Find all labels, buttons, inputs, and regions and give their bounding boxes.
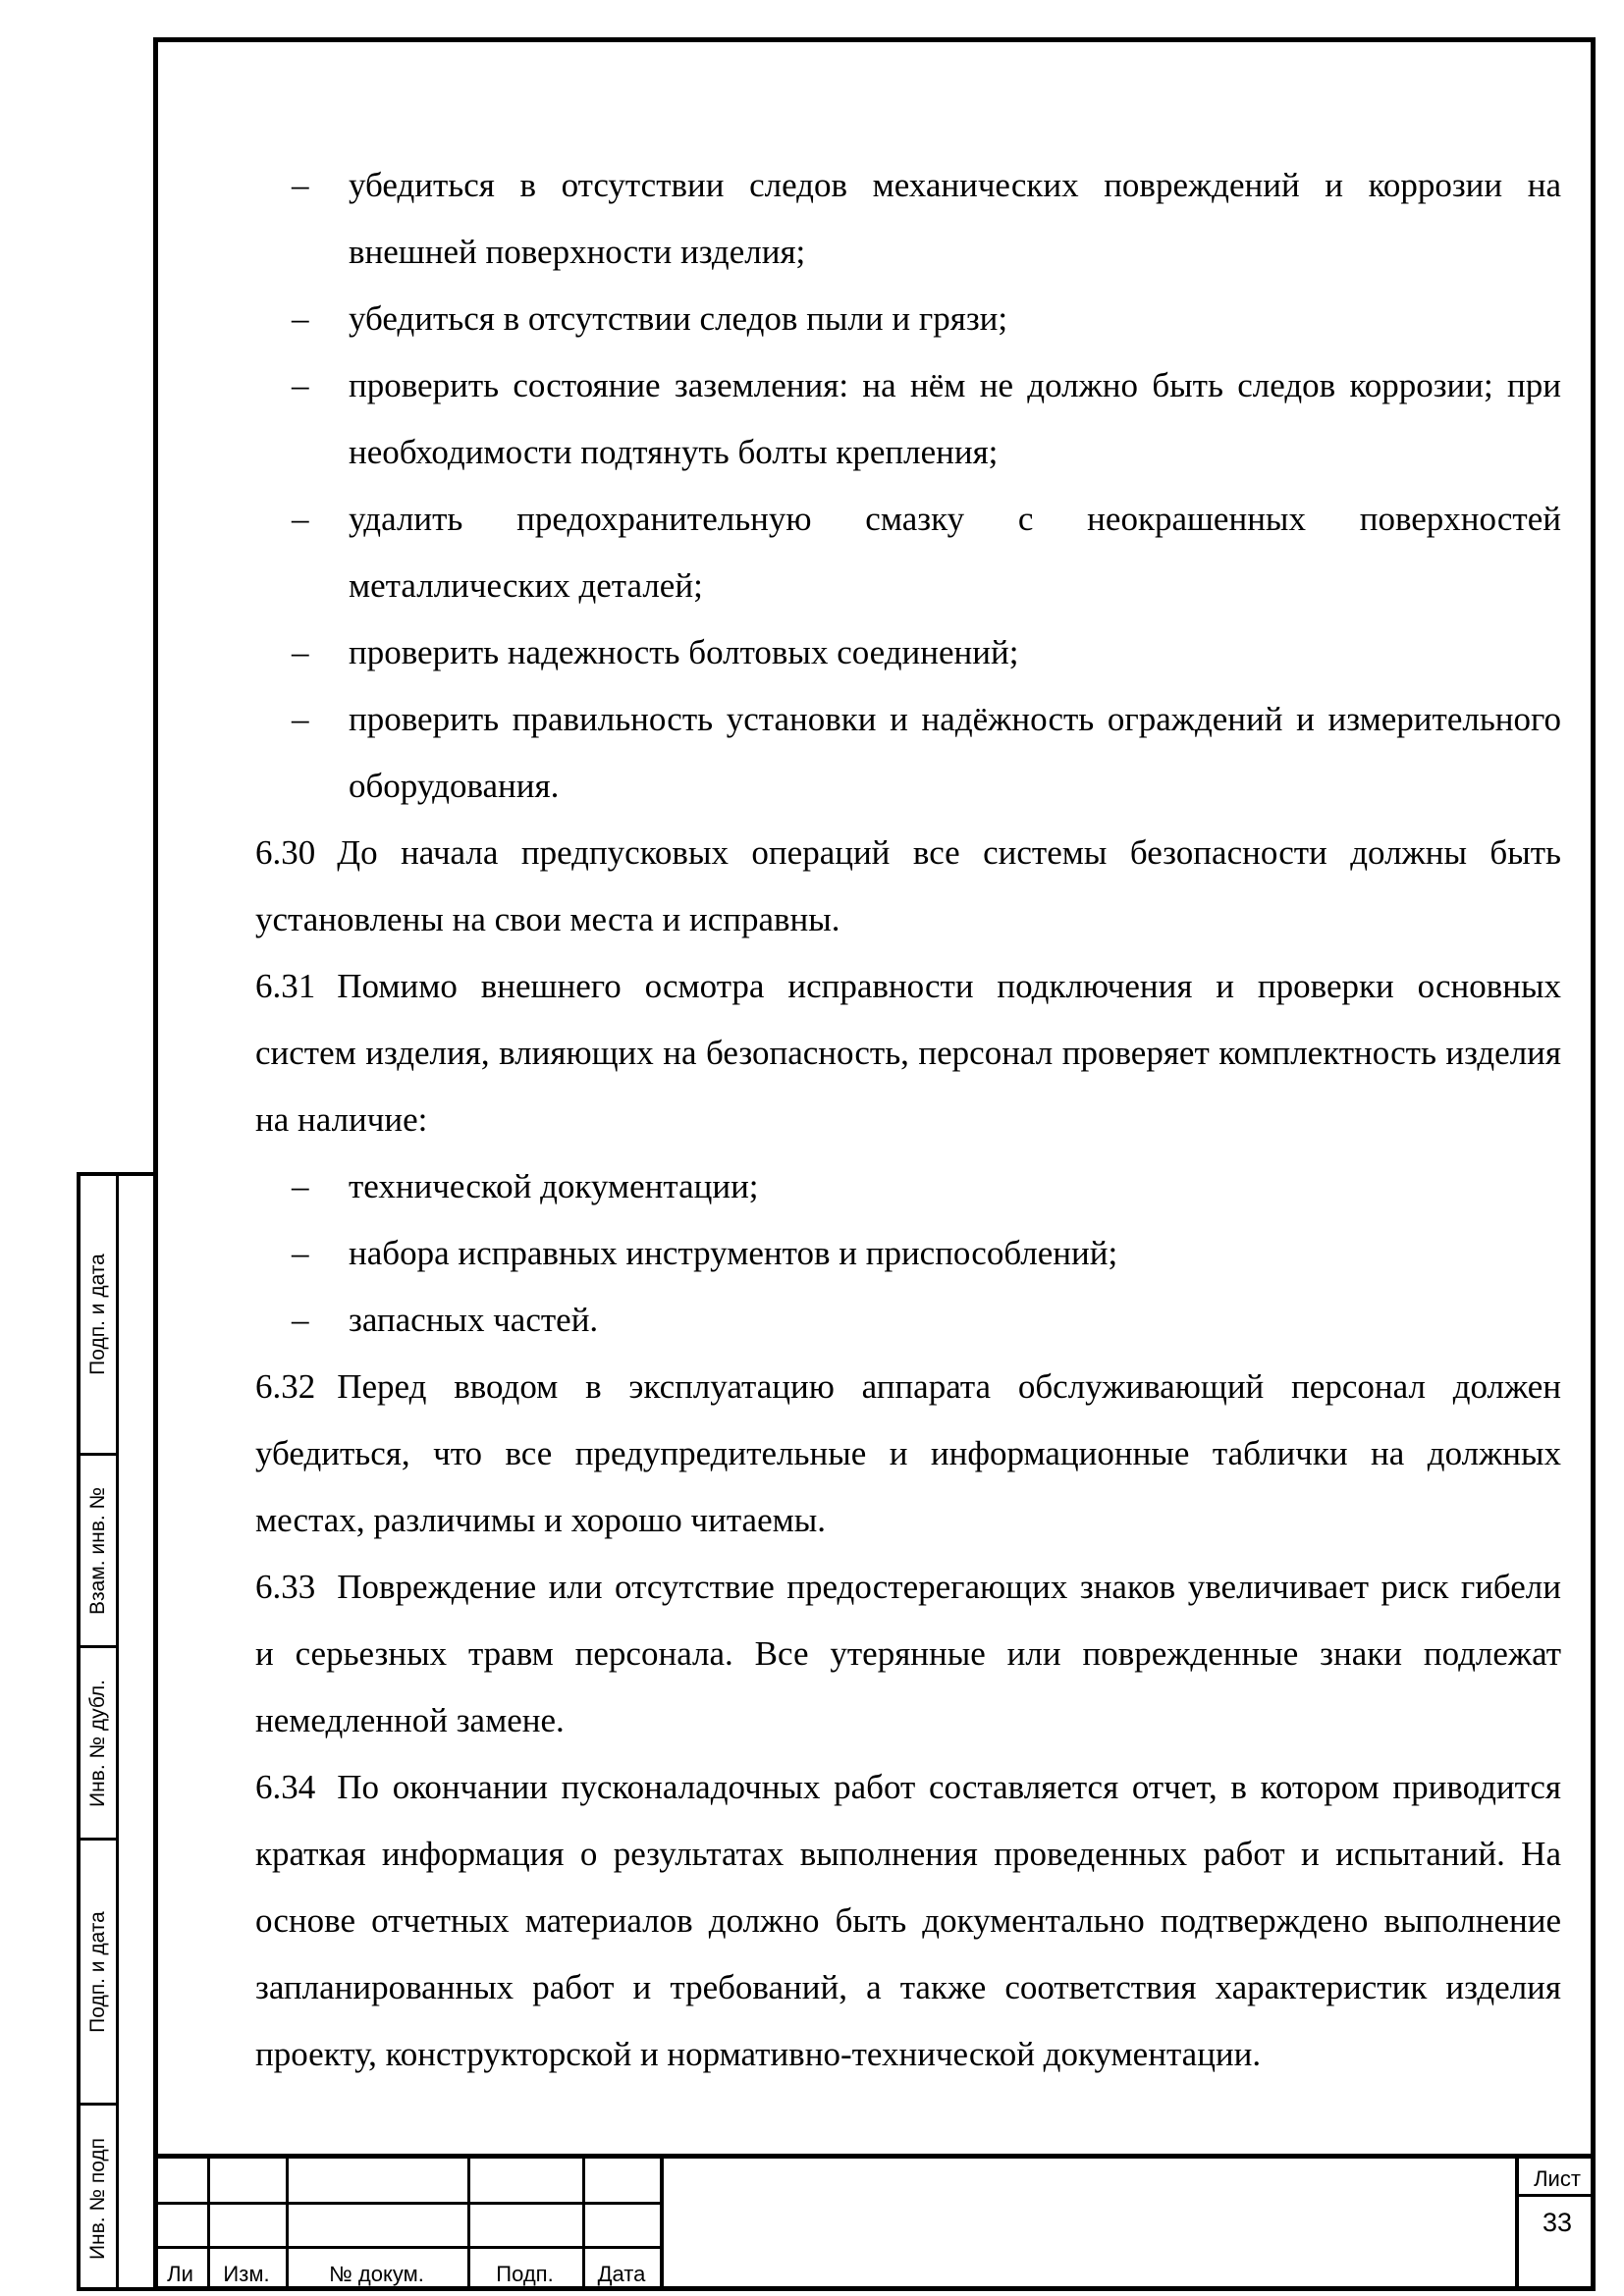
list-item-text: проверить правильность установки и надёжность ограждений и измерительного оборудования. xyxy=(349,700,1561,805)
side-stamp-strip xyxy=(77,1172,153,2291)
paragraph-text: По окончании пусконаладочных работ составляется отчет, в котором приводится краткая информация о результатах выполнения проведенных работ и испытаний. На основе отчетных материалов должно быть документально подтверждено выполнение запланированных работ и требований, а также соответствия характеристик изделия проекту, конструкторской и нормативно-технической документации. xyxy=(255,1768,1561,2073)
list-item-text: набора исправных инструментов и приспособлений; xyxy=(349,1234,1118,1272)
bullet-dash: – xyxy=(292,1234,309,1272)
bullet-dash: – xyxy=(292,633,309,671)
paragraph-number: 6.32 xyxy=(255,1367,316,1406)
list-item xyxy=(255,1153,1561,1220)
list-item xyxy=(255,486,1561,619)
side-cell-replacement-inventory xyxy=(81,1456,116,1648)
col-label-change: Изм. xyxy=(223,2262,270,2286)
col-label-document-number: № докум. xyxy=(329,2262,424,2286)
paragraph-text: Помимо внешнего осмотра исправности подключения и проверки основных систем изделия, влияющих на безопасность, персонал проверяет комплектность изделия на наличие: xyxy=(255,967,1561,1139)
paragraph-text: До начала предпусковых операций все системы безопасности должны быть установлены на свои места и исправны. xyxy=(255,833,1561,938)
paragraph-text: Перед вводом в эксплуатацию аппарата обслуживающий персонал должен убедиться, что все предупредительные и информационные таблички на должных местах, различимы и хорошо читаемы. xyxy=(255,1367,1561,1539)
list-item xyxy=(255,1220,1561,1287)
side-label: Инв. № дубл. xyxy=(86,1679,109,1807)
list-item xyxy=(255,286,1561,352)
strip-divider xyxy=(116,1176,119,2287)
title-block-grid xyxy=(153,2159,664,2291)
col-label-date: Дата xyxy=(597,2262,646,2286)
side-label: Взам. инв. № xyxy=(86,1486,109,1615)
list-item-text: удалить предохранительную смазку с неокрашенных поверхностей металлических деталей; xyxy=(349,500,1561,605)
bullet-dash: – xyxy=(292,1167,309,1205)
side-label: Подп. и дата xyxy=(86,1910,109,2033)
list-item xyxy=(255,352,1561,486)
col-label-signature: Подп. xyxy=(496,2262,554,2286)
paragraph-number: 6.33 xyxy=(255,1568,316,1606)
bullet-dash: – xyxy=(292,299,309,338)
list-item-text: технической документации; xyxy=(349,1167,759,1205)
list-item-text: запасных частей. xyxy=(349,1301,599,1339)
paragraph-number: 6.31 xyxy=(255,967,316,1005)
bullet-dash: – xyxy=(292,700,309,738)
paragraph-6-33 xyxy=(255,1554,1561,1754)
list-item-text: проверить надежность болтовых соединений; xyxy=(349,633,1019,671)
bullet-dash: – xyxy=(292,166,309,204)
side-label: Инв. № подп xyxy=(86,2137,109,2260)
side-cell-signature-date xyxy=(81,1176,116,1456)
paragraph-6-32 xyxy=(255,1354,1561,1554)
title-block xyxy=(153,2154,1596,2291)
sheet-box xyxy=(1515,2159,1596,2291)
list-item xyxy=(255,1287,1561,1354)
paragraph-number: 6.34 xyxy=(255,1768,316,1806)
side-cell-original-inventory xyxy=(81,2106,116,2291)
paragraph-text: Повреждение или отсутствие предостерегающих знаков увеличивает риск гибели и серьезных травм персонала. Все утерянные или поврежденные знаки подлежат немедленной замене. xyxy=(255,1568,1561,1739)
document-body xyxy=(255,152,1561,2088)
list-item-text: убедиться в отсутствии следов пыли и грязи; xyxy=(349,299,1008,338)
bullet-dash: – xyxy=(292,500,309,538)
list-item xyxy=(255,152,1561,286)
paragraph-6-30 xyxy=(255,820,1561,953)
list-item xyxy=(255,619,1561,686)
side-label: Подп. и дата xyxy=(86,1254,109,1375)
sheet-label: Лист xyxy=(1519,2164,1596,2197)
side-cell-signature-date-2 xyxy=(81,1841,116,2106)
paragraph-6-31 xyxy=(255,953,1561,1153)
col-label-line: Ли xyxy=(167,2262,193,2286)
bullet-dash: – xyxy=(292,1301,309,1339)
sheet-number: 33 xyxy=(1542,2208,1573,2237)
paragraph-number: 6.30 xyxy=(255,833,316,872)
list-item xyxy=(255,686,1561,820)
bullet-dash: – xyxy=(292,366,309,404)
side-cell-duplicate-inventory xyxy=(81,1648,116,1841)
list-item-text: убедиться в отсутствии следов механических повреждений и коррозии на внешней поверхности изделия; xyxy=(349,166,1561,271)
list-item-text: проверить состояние заземления: на нём не должно быть следов коррозии; при необходимости подтянуть болты крепления; xyxy=(349,366,1561,471)
paragraph-6-34 xyxy=(255,1754,1561,2088)
